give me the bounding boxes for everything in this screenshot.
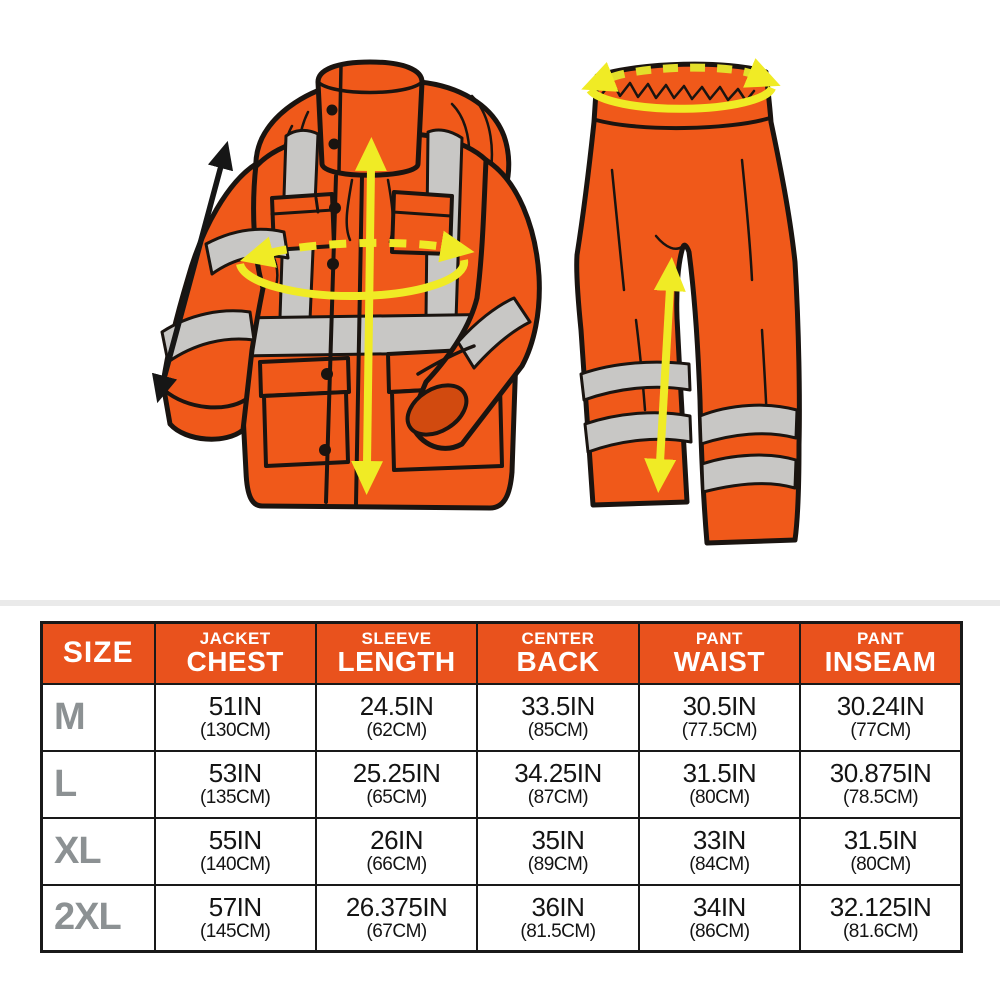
measurement-cell: 25.25IN (65CM) [316,751,477,818]
measurement-cell: 51IN (130CM) [155,684,316,751]
divider [0,600,1000,606]
table-row-xl [42,818,962,885]
measurement-cell: 30.875IN (78.5CM) [800,751,961,818]
col-header-line1: SLEEVE [361,628,432,648]
col-header-sleeve-length [316,623,477,684]
measurement-cell: 34IN (86CM) [639,885,800,952]
col-header-line2: LENGTH [337,646,456,678]
table-row-l [42,751,962,818]
measurement-cell: 26.375IN (67CM) [316,885,477,952]
col-header-size: SIZE [42,623,155,684]
col-header-line2: CHEST [186,646,284,678]
col-header-line2: BACK [516,646,600,678]
col-header-line2: INSEAM [824,646,937,678]
table-row-m [42,684,962,751]
measurement-cell: 55IN (140CM) [155,818,316,885]
pants-graphic [577,64,800,543]
measurement-cell: 33IN (84CM) [639,818,800,885]
measurement-cell: 32.125IN (81.6CM) [800,885,961,952]
size-chart-table [40,621,963,953]
measurement-cell: 57IN (145CM) [155,885,316,952]
measurement-cell: 24.5IN (62CM) [316,684,477,751]
measurement-cell: 36IN (81.5CM) [477,885,638,952]
size-cell: 2XL [42,885,155,952]
center-back-arrow [367,168,371,464]
col-header-pant-inseam [800,623,961,684]
measurement-cell: 26IN (66CM) [316,818,477,885]
table-row-2xl [42,885,962,952]
measurement-cell: 53IN (135CM) [155,751,316,818]
col-header-jacket-chest [155,623,316,684]
jacket-collar [318,62,422,175]
size-cell: XL [42,818,155,885]
measurement-cell: 33.5IN (85CM) [477,684,638,751]
header-row [42,623,962,684]
col-header-line1: PANT [857,628,905,648]
jacket-graphic [162,62,539,508]
col-header-line1: JACKET [199,628,271,648]
measurement-cell: 34.25IN (87CM) [477,751,638,818]
measurement-cell: 31.5IN (80CM) [639,751,800,818]
col-header-line1: PANT [695,628,743,648]
measurement-cell: 35IN (89CM) [477,818,638,885]
size-chart [40,621,963,953]
col-header-center-back [477,623,638,684]
col-header-line2: WAIST [673,646,765,678]
measurement-cell: 30.24IN (77CM) [800,684,961,751]
measurement-cell: 31.5IN (80CM) [800,818,961,885]
size-cell: L [42,751,155,818]
size-cell: M [42,684,155,751]
col-header-line1: CENTER [521,628,595,648]
col-header-pant-waist [639,623,800,684]
measurement-cell: 30.5IN (77.5CM) [639,684,800,751]
